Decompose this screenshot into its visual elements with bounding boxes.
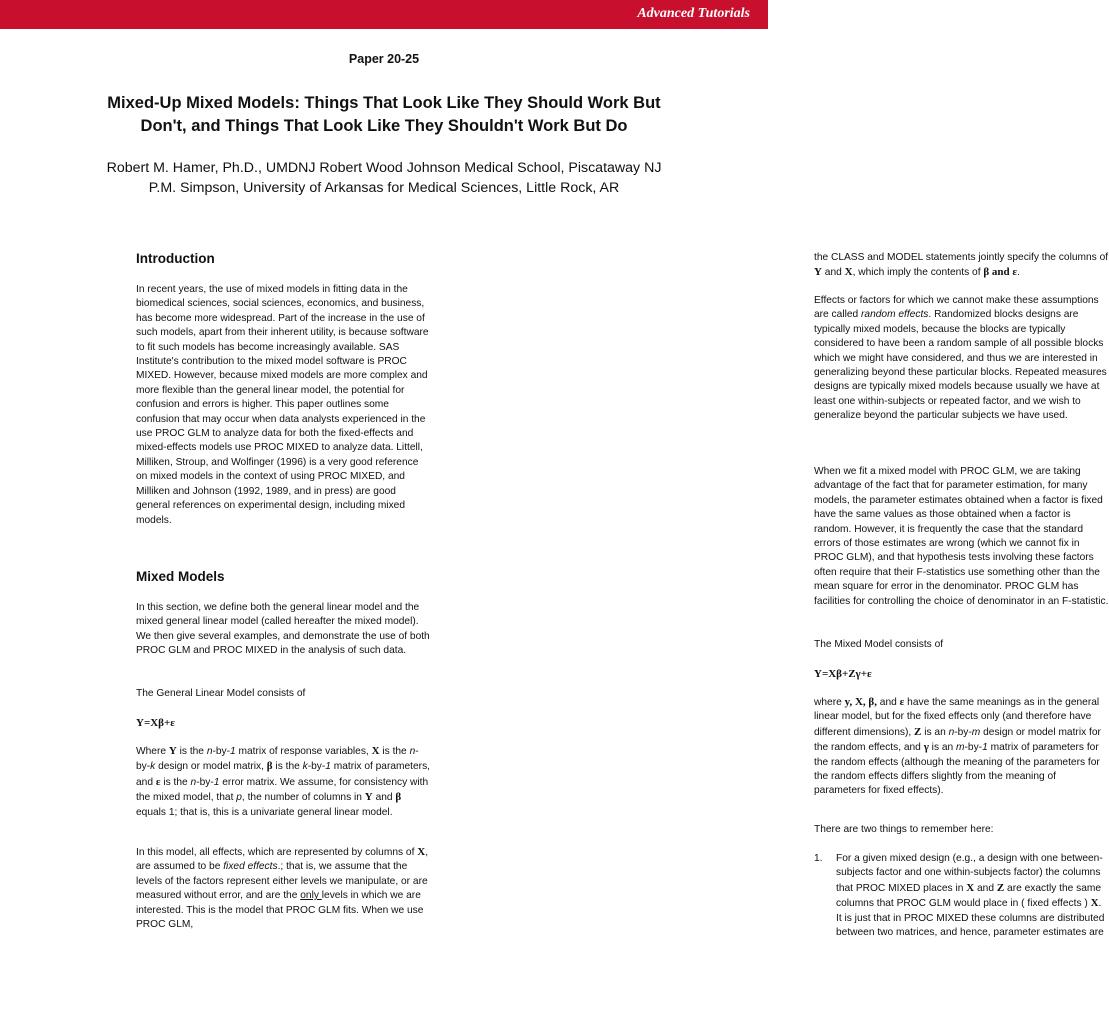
class-model-paragraph: the CLASS and MODEL statements jointly specify the columns of Y and X, which imply the contents of β and ε. [814, 252, 1109, 279]
mixed-model-intro: The Mixed Model consists of [814, 639, 944, 650]
header-banner [0, 0, 768, 29]
where-paragraph: Where Y is the n-by-1 matrix of response variables, X is the n-by-k design or model matrix, β is the k-by-1 matrix of parameters, and ε is the n-by-1 error matrix. We assume, for consistency with the mixed model, that p, the number of columns in Y and β equals 1; that is, this is a univariate general linear model. [136, 745, 430, 818]
title-line-2: Don't, and Things That Look Like They Shouldn't Work But Do [140, 117, 628, 135]
list-item-1: For a given mixed design (e.g., a design with one between-subjects factor and one within-subjects factor) the columns that PROC MIXED places in X and Z are exactly the same columns that PROC GLM would place in ( fixed effects ) X. It is just that in PROC MIXED these columns are distributed between two matrices, and hence, parameter estimates are [836, 853, 1105, 939]
random-effects-paragraph: Effects or factors for which we cannot make these assumptions are called random effects. Randomized blocks designs are typically mixed models, because the blocks are typically considered to have been a random sample of all possible blocks which we might have considered, and thus we are interested in generalizing beyond these particular blocks. Repeated measures designs are typically mixed models because usually we have at least one within-subjects or repeated factor, and we wish to generalize beyond the particular subjects we have used. [814, 295, 1107, 422]
glm-equation: Y=Xβ+ε [136, 717, 175, 729]
glm-fit-paragraph: When we fit a mixed model with PROC GLM, we are taking advantage of the fact that for parameter estimation, for many models, the parameter estimates obtained when a factor is fixed have the same values as those obtained when a factor is random. However, it is frequently the case that the standard errors of those estimates are wrong (which we cannot fix in PROC GLM), and that hypothesis tests involving these factors often require that their F-statistics use something other than the mean square for error in the denominator. PROC GLM has facilities for controlling the choice of denominator in an F-statistic. [814, 466, 1109, 607]
glm-intro: The General Linear Model consists of [136, 688, 306, 699]
introduction-paragraph: In recent years, the use of mixed models in fitting data in the biomedical sciences, social sciences, economics, and business, has become more widespread. Part of the increase in the use of such models, apart from their inherent utility, is because software to fit such models has become increasingly available. SAS Institute's contribution to the mixed model software is PROC MIXED. However, because mixed models are more complex and more flexible than the general linear model, the potential for confusion and errors is higher. This paper outlines some confusion that may occur when data analysts experienced in the use PROC GLM to analyze data for both the fixed-effects and mixed-effects models use PROC MIXED to analyze data. Littell, Milliken, Stroup, and Wolfinger (1996) is a very good reference on mixed models in the context of using PROC MIXED, and Milliken and Johnson (1992, 1989, and in press) are good general references on experimental design, including mixed models. [136, 284, 429, 526]
remember-text: There are two things to remember here: [814, 824, 994, 835]
paper-title [40, 92, 728, 138]
mixed-model-equation: Y=Xβ+Zγ+ε [814, 668, 872, 680]
author-block [40, 158, 728, 198]
list-number-1: 1. [814, 853, 823, 864]
section-label: Advanced Tutorials [637, 6, 750, 21]
mixed-models-heading: Mixed Models [136, 569, 225, 584]
effects-paragraph: In this model, all effects, which are represented by columns of X, are assumed to be fixed effects.; that is, we assume that the levels of the factors represent either levels we manipulate, or are measured without error, and are the only levels in which we are interested. This is the model that PROC GLM fits. When we use PROC GLM, [136, 846, 429, 931]
mixed-models-paragraph: In this section, we define both the general linear model and the mixed general linear model (called hereafter the mixed model). We then give several examples, and demonstrate the use of both PROC GLM and PROC MIXED in the analysis of such data. [136, 602, 430, 657]
author-line-2: P.M. Simpson, University of Arkansas for Medical Sciences, Little Rock, AR [148, 180, 620, 196]
paper-number: Paper 20-25 [348, 52, 420, 66]
introduction-heading: Introduction [136, 251, 215, 266]
title-line-1: Mixed-Up Mixed Models: Things That Look Like They Should Work But [107, 94, 661, 112]
mixed-model-where-paragraph: where y, X, β, and ε have the same meanings as in the general linear model, but for the fixed effects only (and therefore have different dimensions), Z is an n-by-m design or model matrix for the random effects, and γ is an m-by-1 matrix of parameters for the random effects (although the meaning of the parameters for the random effects differs slightly from the meaning of parameters for fixed effects). [814, 696, 1101, 797]
author-line-1: Robert M. Hamer, Ph.D., UMDNJ Robert Wood Johnson Medical School, Piscataway NJ [106, 160, 662, 176]
